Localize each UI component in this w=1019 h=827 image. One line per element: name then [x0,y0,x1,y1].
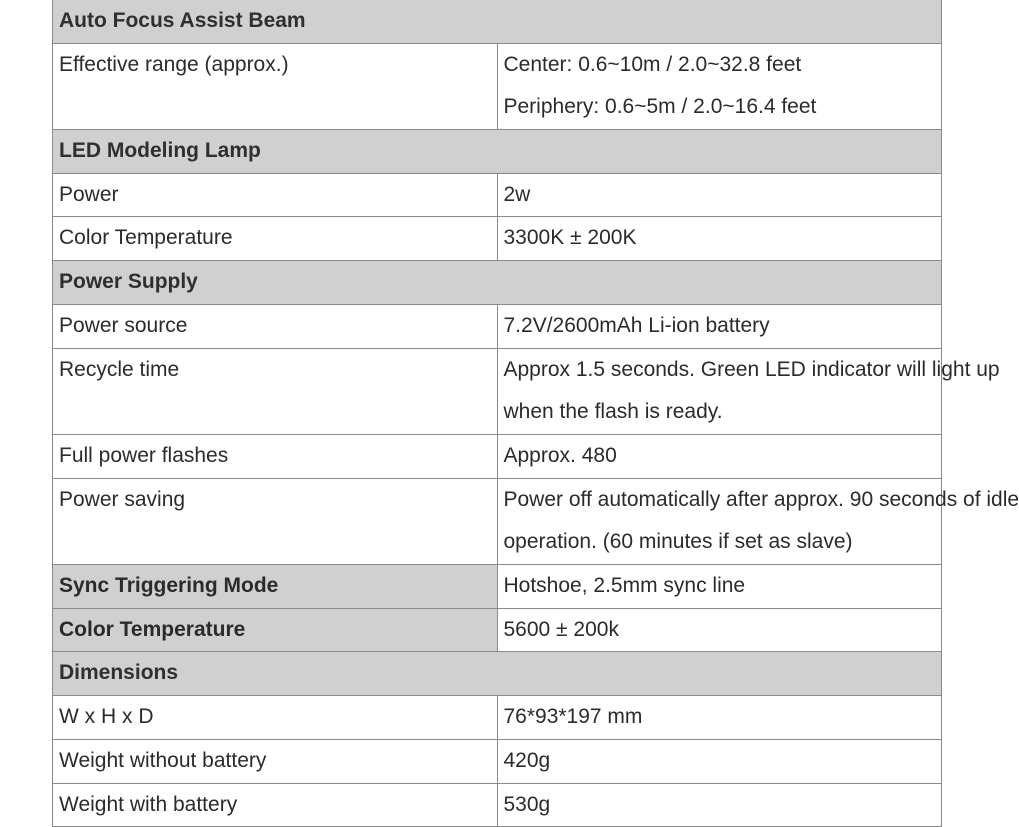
table-row [53,434,942,478]
spec-value-line: Center: 0.6~10m / 2.0~32.8 feet [503,52,802,76]
spec-value: 530g [497,783,942,827]
spec-label-highlighted: Color Temperature [53,608,498,652]
spec-label: Weight without battery [53,739,498,783]
section-title: Dimensions [53,652,942,696]
spec-value: 3300K ± 200K [497,217,942,261]
spec-label: Color Temperature [53,217,498,261]
spec-value-line: Approx 1.5 seconds. Green LED indicator will light up [503,357,1000,381]
spec-label: Weight with battery [53,783,498,827]
spec-value [497,348,1000,434]
section-title: Power Supply [53,261,942,305]
spec-label: Recycle time [53,348,498,434]
spec-label: Power saving [53,478,498,564]
table-row [53,783,942,827]
section-header-power-supply [53,261,942,305]
table-row [53,304,942,348]
section-title: LED Modeling Lamp [53,130,942,174]
spec-value-line: Power off automatically after approx. 90 seconds of idle [503,487,1019,511]
section-header-af-beam [53,0,942,43]
table-row [53,608,942,652]
spec-label: Power source [53,304,498,348]
spec-value: 2w [497,173,942,217]
section-header-led-lamp [53,130,942,174]
spec-label: W x H x D [53,696,498,740]
table-row [53,478,942,564]
table-row [53,217,942,261]
table-row [53,739,942,783]
table-row [53,348,942,434]
table-row [53,565,942,609]
section-title: Auto Focus Assist Beam [53,0,942,43]
spec-value-line: when the flash is ready. [503,400,723,424]
spec-value: Approx. 480 [497,434,942,478]
spec-label-highlighted: Sync Triggering Mode [53,565,498,609]
table-row [53,43,942,129]
spec-value: 7.2V/2600mAh Li-ion battery [497,304,942,348]
table-row [53,173,942,217]
spec-value: 76*93*197 mm [497,696,942,740]
spec-value [497,478,1019,564]
table-row [53,696,942,740]
spec-value: 5600 ± 200k [497,608,942,652]
spec-value-line: Periphery: 0.6~5m / 2.0~16.4 feet [503,95,817,119]
spec-value-line: operation. (60 minutes if set as slave) [503,530,853,554]
section-header-dimensions [53,652,942,696]
spec-label: Full power flashes [53,434,498,478]
spec-label: Effective range (approx.) [53,43,498,129]
spec-table [52,0,1019,827]
spec-value: Hotshoe, 2.5mm sync line [497,565,942,609]
spec-label: Power [53,173,498,217]
spec-value [497,43,942,129]
spec-value: 420g [497,739,942,783]
